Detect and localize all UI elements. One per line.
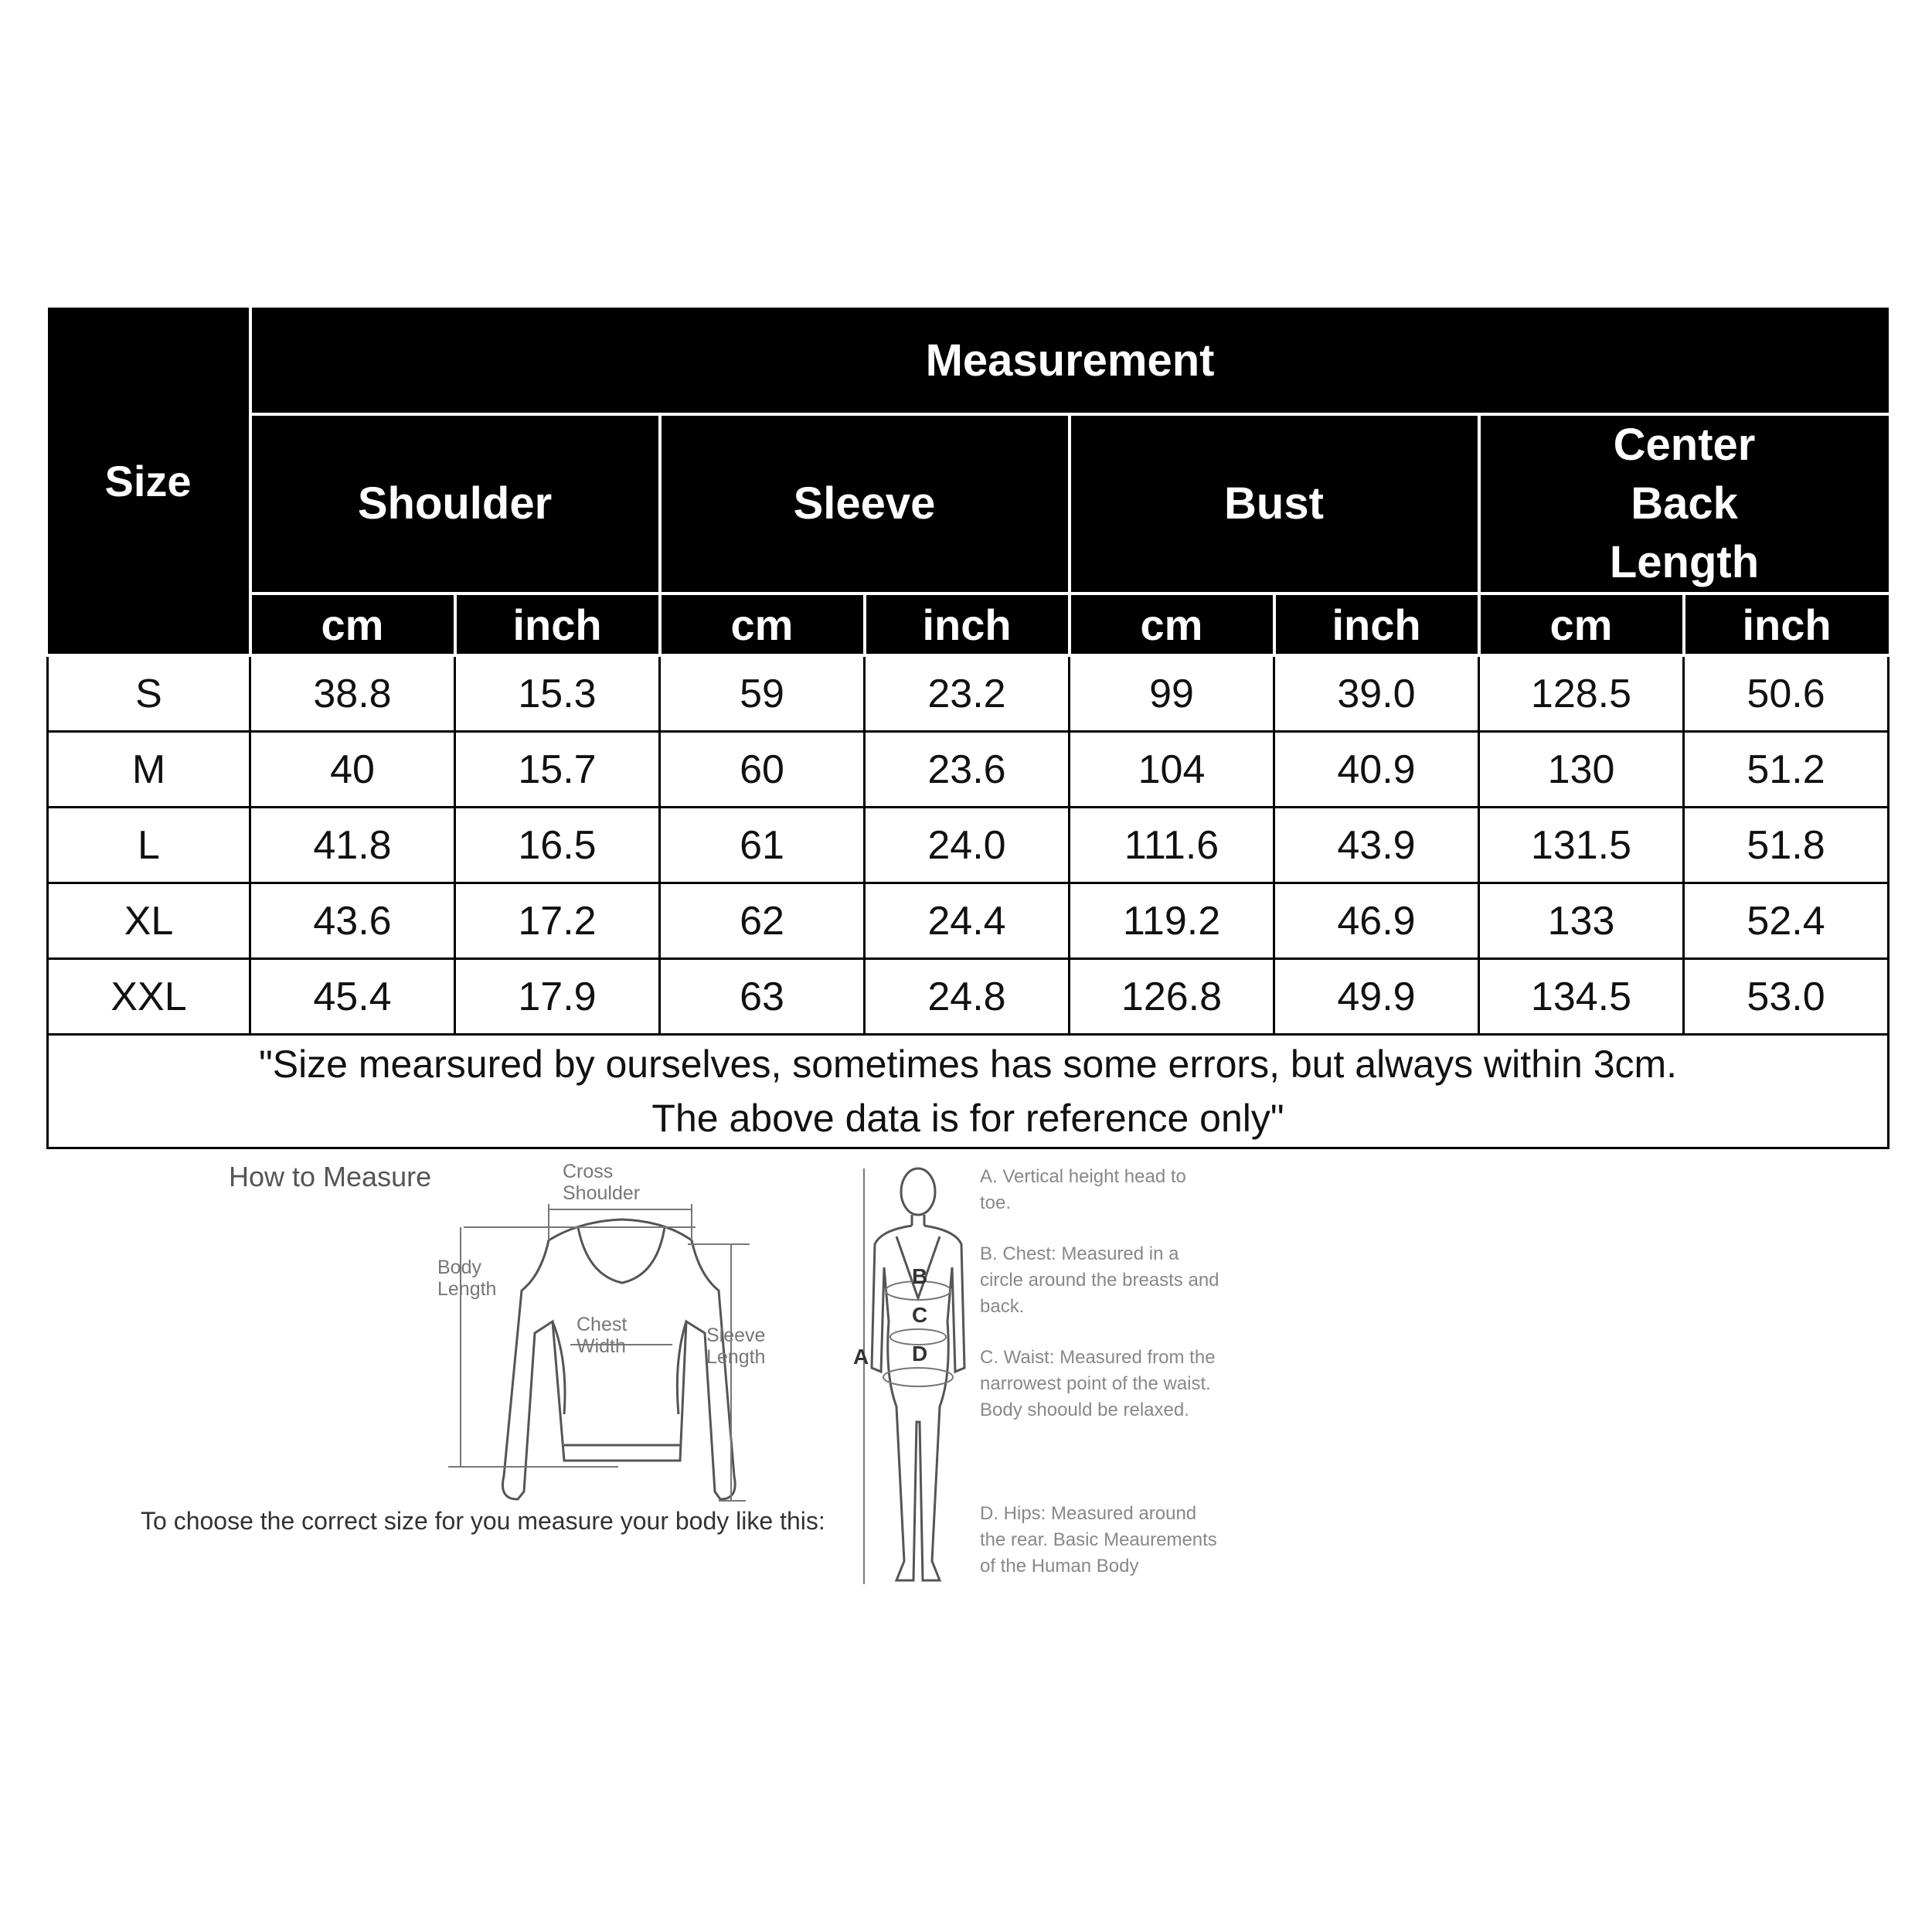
value-cell: 99 [1070, 655, 1274, 732]
legend-item-a: A. Vertical height head to toe. [980, 1166, 1186, 1213]
value-cell: 119.2 [1070, 883, 1274, 959]
size-cell: S [48, 655, 250, 732]
cross-shoulder-label: Cross Shoulder [563, 1161, 641, 1204]
marker-b: B [912, 1264, 928, 1288]
body-length-label: Body Length [437, 1257, 497, 1300]
unit-header: inch [1684, 594, 1889, 655]
value-cell: 16.5 [455, 808, 660, 883]
value-cell: 63 [660, 959, 865, 1035]
marker-c: C [912, 1303, 928, 1327]
value-cell: 62 [660, 883, 865, 959]
jacket-outline [502, 1219, 735, 1499]
legend-item-c: C. Waist: Measured from the narrowest point of the waist. Body shoould be relaxed. [980, 1347, 1216, 1420]
value-cell: 52.4 [1684, 883, 1889, 959]
size-cell: M [48, 732, 250, 808]
measurement-header: Measurement [250, 308, 1889, 414]
group-header-shoulder: Shoulder [250, 414, 660, 594]
value-cell: 24.8 [865, 959, 1070, 1035]
marker-a: A [853, 1345, 869, 1369]
table-row [48, 883, 1889, 959]
unit-header: cm [1479, 594, 1684, 655]
unit-header: cm [660, 594, 865, 655]
value-cell: 104 [1070, 732, 1274, 808]
collar [578, 1227, 665, 1283]
size-cell: L [48, 808, 250, 883]
group-header-bust: Bust [1070, 414, 1479, 594]
value-cell: 17.2 [455, 883, 660, 959]
value-cell: 131.5 [1479, 808, 1684, 883]
legend-item-d: D. Hips: Measured around the rear. Basic Meaurements of the Human Body [980, 1503, 1217, 1577]
table-row [48, 959, 1889, 1035]
how-to-measure-title: How to Measure [229, 1161, 432, 1192]
neck [912, 1215, 924, 1226]
value-cell: 40.9 [1274, 732, 1479, 808]
value-cell: 23.6 [865, 732, 1070, 808]
size-header: Size [48, 308, 250, 655]
value-cell: 49.9 [1274, 959, 1479, 1035]
value-cell: 40 [250, 732, 455, 808]
head [901, 1168, 935, 1215]
value-cell: 134.5 [1479, 959, 1684, 1035]
value-cell: 51.8 [1684, 808, 1889, 883]
unit-header: inch [455, 594, 660, 655]
unit-header: inch [1274, 594, 1479, 655]
legend-item-b: B. Chest: Measured in a circle around the breasts and back. [980, 1243, 1219, 1317]
value-cell: 133 [1479, 883, 1684, 959]
value-cell: 53.0 [1684, 959, 1889, 1035]
value-cell: 61 [660, 808, 865, 883]
group-header-sleeve: Sleeve [660, 414, 1070, 594]
value-cell: 23.2 [865, 655, 1070, 732]
value-cell: 15.7 [455, 732, 660, 808]
value-cell: 41.8 [250, 808, 455, 883]
measure-instruction: To choose the correct size for you measure your body like this: [141, 1507, 825, 1535]
value-cell: 59 [660, 655, 865, 732]
value-cell: 128.5 [1479, 655, 1684, 732]
sleeve-length-label: Sleeve Length [706, 1325, 766, 1368]
value-cell: 45.4 [250, 959, 455, 1035]
value-cell: 39.0 [1274, 655, 1479, 732]
value-cell: 24.4 [865, 883, 1070, 959]
size-chart-table [46, 308, 1889, 1149]
unit-header: cm [250, 594, 455, 655]
how-to-measure-section [0, 1121, 1932, 1662]
value-cell: 15.3 [455, 655, 660, 732]
value-cell: 17.9 [455, 959, 660, 1035]
chest-width-label: Chest Width [577, 1314, 628, 1357]
value-cell: 43.6 [250, 883, 455, 959]
value-cell: 111.6 [1070, 808, 1274, 883]
disclaimer-line-2: The above data is for reference only" [651, 1097, 1284, 1140]
value-cell: 43.9 [1274, 808, 1479, 883]
value-cell: 38.8 [250, 655, 455, 732]
group-header-center-back-length [1479, 414, 1889, 594]
disclaimer-line-1: "Size mearsured by ourselves, sometimes has some errors, but always within 3cm. [258, 1043, 1678, 1086]
value-cell: 24.0 [865, 808, 1070, 883]
marker-d: D [912, 1342, 928, 1366]
size-cell: XL [48, 883, 250, 959]
size-cell: XXL [48, 959, 250, 1035]
value-cell: 126.8 [1070, 959, 1274, 1035]
value-cell: 51.2 [1684, 732, 1889, 808]
unit-header: inch [865, 594, 1070, 655]
center-back-length-label: Center Back Length [1609, 420, 1760, 587]
table-row [48, 808, 1889, 883]
value-cell: 60 [660, 732, 865, 808]
unit-header: cm [1070, 594, 1274, 655]
body-figure-diagram [850, 1159, 974, 1592]
value-cell: 130 [1479, 732, 1684, 808]
table-row [48, 732, 1889, 808]
value-cell: 46.9 [1274, 883, 1479, 959]
value-cell: 50.6 [1684, 655, 1889, 732]
table-row [48, 655, 1889, 732]
